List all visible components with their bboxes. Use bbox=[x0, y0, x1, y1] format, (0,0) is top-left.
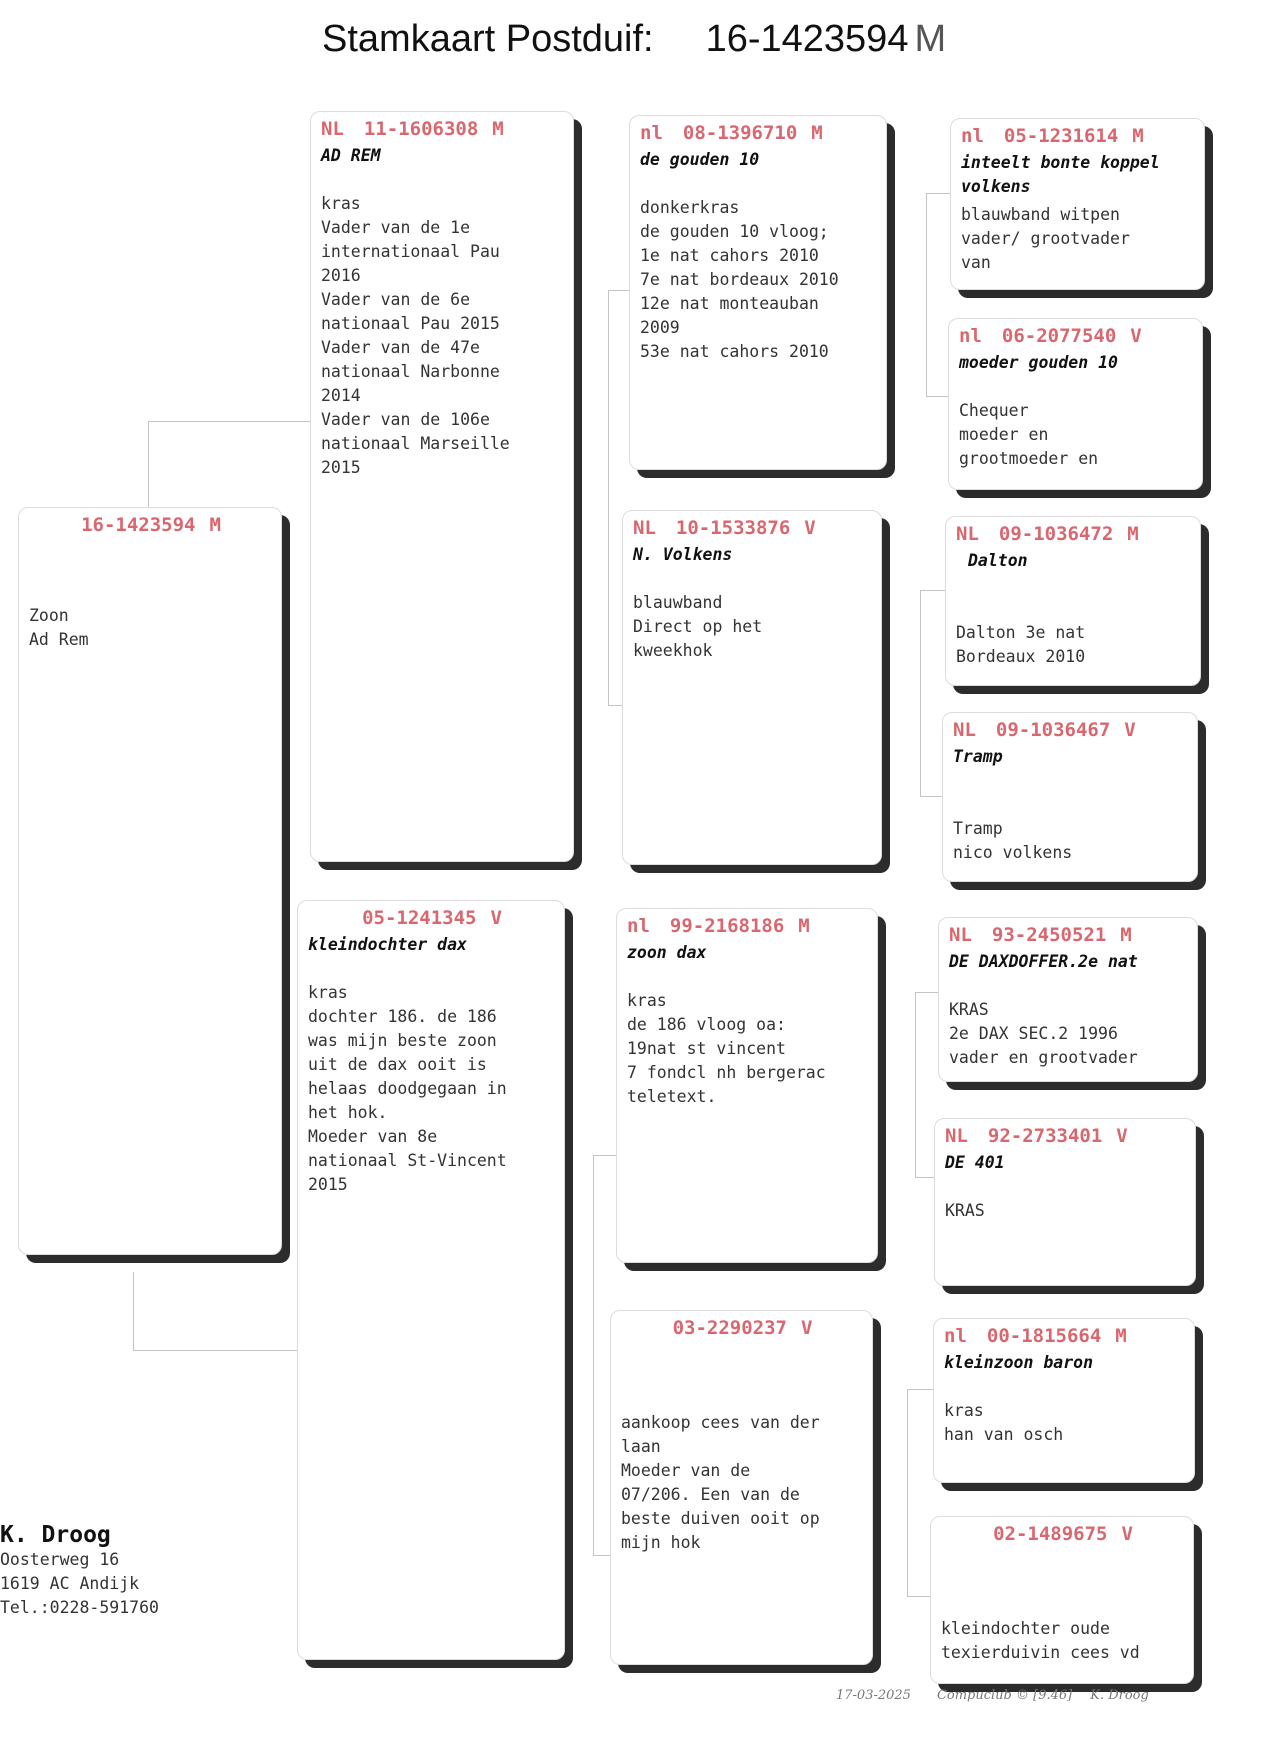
owner-city: 1619 AC Andijk bbox=[0, 1574, 140, 1593]
ring-number: nl 05-1231614 M bbox=[961, 125, 1144, 147]
ring-number: NL 10-1533876 V bbox=[633, 517, 816, 539]
owner-phone: Tel.:0228-591760 bbox=[0, 1598, 159, 1617]
ring-number: 16-1423594 M bbox=[81, 514, 221, 536]
ring-number: nl 06-2077540 V bbox=[959, 325, 1142, 347]
owner-street: Oosterweg 16 bbox=[0, 1550, 120, 1569]
owner-name: K. Droog bbox=[0, 1522, 111, 1548]
pigeon-notes: KRAS bbox=[945, 1201, 985, 1220]
pigeon-notes: Dalton 3e nat Bordeaux 2010 bbox=[956, 623, 1086, 666]
ring-number: NL 93-2450521 M bbox=[949, 924, 1132, 946]
pigeon-card-mfm bbox=[934, 1118, 1196, 1286]
print-footer bbox=[836, 1688, 1175, 1703]
pigeon-card-fm bbox=[622, 510, 882, 865]
pigeon-card-subject bbox=[18, 507, 282, 1255]
pigeon-notes: Tramp nico volkens bbox=[953, 819, 1073, 862]
pigeon-notes: KRAS 2e DAX SEC.2 1996 vader en grootvader bbox=[949, 1000, 1138, 1067]
ring-number: NL 11-1606308 M bbox=[321, 118, 504, 140]
title-label: Stamkaart Postduif: bbox=[322, 18, 654, 60]
ring-number: NL 09-1036467 V bbox=[953, 719, 1136, 741]
ring-number: nl 00-1815664 M bbox=[944, 1325, 1127, 1347]
ring-number: 05-1241345 V bbox=[362, 907, 502, 929]
connector-subject-mother bbox=[133, 1272, 302, 1351]
pigeon-name: N. Volkens bbox=[633, 545, 733, 564]
pigeon-notes: blauwband witpen vader/ grootvader van bbox=[961, 205, 1130, 272]
title-sex: M bbox=[914, 18, 947, 60]
ring-number: NL 09-1036472 M bbox=[956, 523, 1139, 545]
pigeon-notes: donkerkras de gouden 10 vloog; 1e nat cahors 2010 7e nat bordeaux 2010 12e nat monteauban 2009 53e nat cahors 2010 bbox=[640, 198, 839, 361]
ring-number: NL 92-2733401 V bbox=[945, 1125, 1128, 1147]
ring-number: 03-2290237 V bbox=[672, 1317, 813, 1339]
pigeon-card-fff bbox=[950, 118, 1205, 290]
pigeon-notes: Chequer moeder en grootmoeder en bbox=[959, 401, 1099, 468]
pigeon-card-mm bbox=[610, 1310, 873, 1665]
pigeon-notes: aankoop cees van der laan Moeder van de 07/206. Een van de beste duiven ooit op mijn hok bbox=[621, 1413, 820, 1552]
pigeon-name: DE 401 bbox=[945, 1153, 1005, 1172]
pigeon-card-fmm bbox=[942, 712, 1198, 882]
pigeon-name: DE DAXDOFFER.2e nat bbox=[949, 952, 1138, 971]
pigeon-name: kleinzoon baron bbox=[944, 1353, 1094, 1372]
pigeon-notes: blauwband Direct op het kweekhok bbox=[633, 593, 763, 660]
pigeon-name: Dalton bbox=[968, 551, 1028, 570]
pigeon-name: Tramp bbox=[953, 747, 1003, 766]
title-ring: 16-1423594 bbox=[705, 18, 909, 60]
connector-subject-father bbox=[148, 421, 314, 512]
pigeon-notes: kras han van osch bbox=[944, 1401, 1064, 1444]
pigeon-card-mother bbox=[297, 900, 565, 1660]
pigeon-card-father bbox=[310, 111, 574, 862]
owner-address bbox=[0, 1522, 159, 1620]
page-title bbox=[322, 18, 946, 61]
pigeon-name: zoon dax bbox=[627, 943, 707, 962]
pigeon-card-mmm bbox=[930, 1516, 1194, 1684]
pigeon-card-ffm bbox=[948, 318, 1203, 490]
pigeon-card-mmf bbox=[933, 1318, 1195, 1483]
footer-user: K. Droog bbox=[1090, 1688, 1149, 1703]
pigeon-notes: kleindochter oude texierduivin cees vd bbox=[941, 1619, 1140, 1662]
pigeon-card-mff bbox=[938, 917, 1198, 1082]
pigeon-card-mf bbox=[616, 908, 878, 1263]
ring-number: nl 99-2168186 M bbox=[627, 915, 810, 937]
pigeon-name: kleindochter dax bbox=[308, 935, 467, 954]
pigeon-name: moeder gouden 10 bbox=[959, 353, 1118, 372]
print-date: 17-03-2025 bbox=[836, 1688, 911, 1703]
pigeon-name: de gouden 10 bbox=[640, 150, 760, 169]
pigeon-card-ff bbox=[629, 115, 887, 470]
pigeon-name: inteelt bonte koppel volkens bbox=[961, 153, 1160, 196]
pigeon-card-fmf bbox=[945, 516, 1201, 686]
ring-number: 02-1489675 V bbox=[993, 1523, 1133, 1545]
pigeon-notes: Zoon Ad Rem bbox=[29, 606, 89, 649]
pigeon-notes: kras de 186 vloog oa: 19nat st vincent 7 fondcl nh bergerac teletext. bbox=[627, 991, 826, 1106]
software-credit: Compuclub © [9.46] bbox=[936, 1688, 1073, 1703]
pigeon-notes: kras Vader van de 1e internationaal Pau 2016 Vader van de 6e nationaal Pau 2015 Vader van de 47e nationaal Narbonne 2014 Vader van de 106e nationaal Marseille 2015 bbox=[321, 194, 510, 477]
pigeon-name: AD REM bbox=[321, 146, 381, 165]
ring-number: nl 08-1396710 M bbox=[640, 122, 823, 144]
pigeon-notes: kras dochter 186. de 186 was mijn beste zoon uit de dax ooit is helaas doodgegaan in het hok. Moeder van 8e nationaal St-Vincent 2015 bbox=[308, 983, 507, 1194]
